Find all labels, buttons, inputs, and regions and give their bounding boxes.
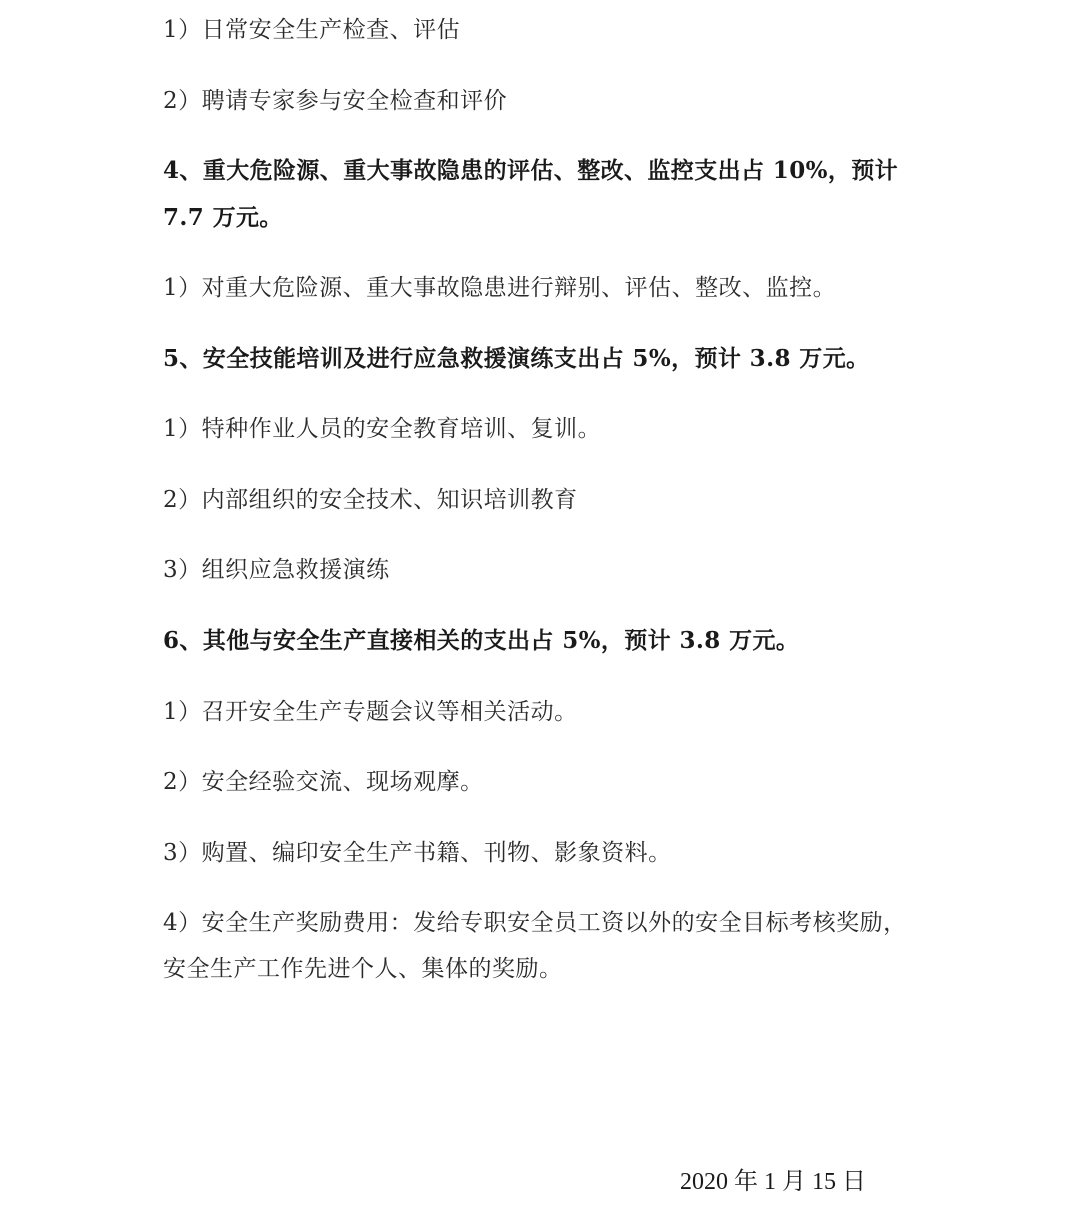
item-experience-exchange: 2）安全经验交流、现场观摩。 xyxy=(163,769,484,795)
item-hazard-control: 1）对重大危险源、重大事故隐患进行辩别、评估、整改、监控。 xyxy=(163,275,837,301)
section-heading-4-cont: 7.7 万元。 xyxy=(163,204,283,231)
item-safety-rewards-cont: 安全生产工作先进个人、集体的奖励。 xyxy=(163,956,563,982)
item-expert-evaluation: 2）聘请专家参与安全检查和评价 xyxy=(163,88,508,114)
item-emergency-drill: 3）组织应急救援演练 xyxy=(163,557,390,583)
section-heading-5: 5、安全技能培训及进行应急救援演练支出占 5%，预计 3.8 万元。 xyxy=(163,345,870,372)
item-safety-meetings: 1）召开安全生产专题会议等相关活动。 xyxy=(163,699,578,725)
section-heading-4: 4、重大危险源、重大事故隐患的评估、整改、监控支出占 10%，预计 xyxy=(163,157,899,184)
section-heading-6: 6、其他与安全生产直接相关的支出占 5%，预计 3.8 万元。 xyxy=(163,627,800,654)
item-daily-inspection: 1）日常安全生产检查、评估 xyxy=(163,17,461,43)
item-special-training: 1）特种作业人员的安全教育培训、复训。 xyxy=(163,416,602,442)
item-safety-rewards: 4）安全生产奖励费用：发给专职安全员工资以外的安全目标考核奖励， xyxy=(163,910,907,936)
item-safety-publications: 3）购置、编印安全生产书籍、刊物、影象资料。 xyxy=(163,840,672,866)
document-date: 2020 年 1 月 15 日 xyxy=(680,1169,866,1195)
item-internal-training: 2）内部组织的安全技术、知识培训教育 xyxy=(163,487,578,513)
